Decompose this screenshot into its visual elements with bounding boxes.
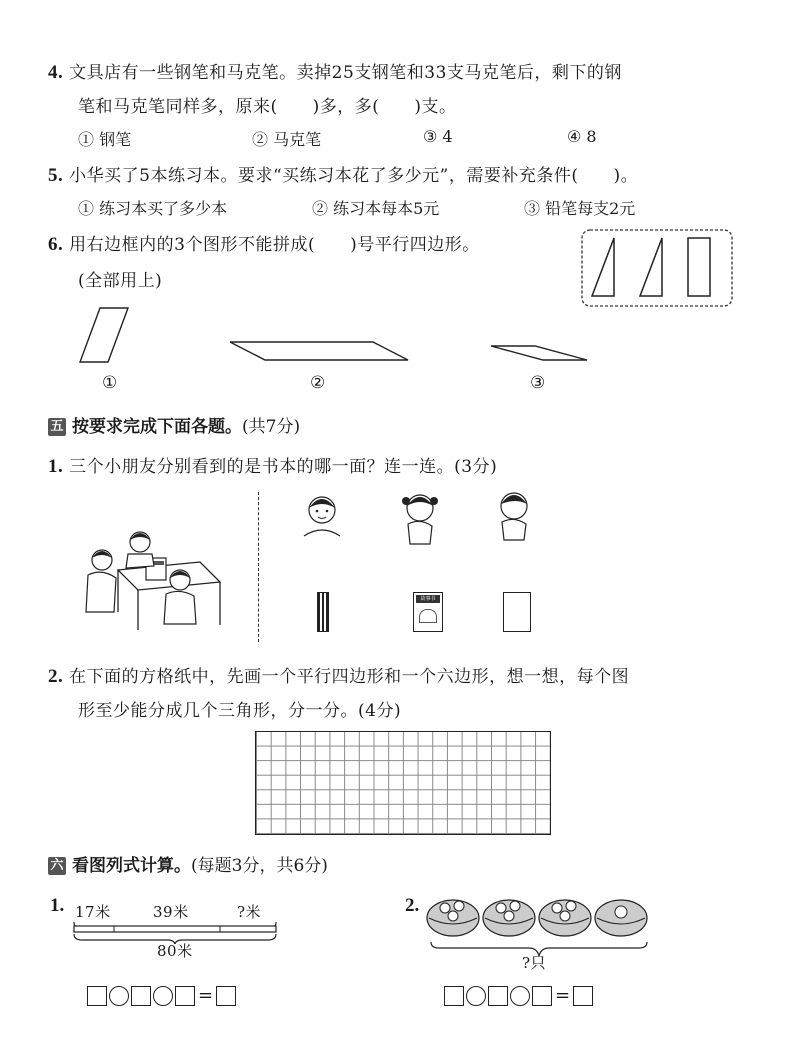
answer-box[interactable] xyxy=(488,986,508,1006)
q6-line2: (全部用上) xyxy=(78,271,163,291)
operator-circle[interactable] xyxy=(510,986,530,1006)
leaf-group-4 xyxy=(595,900,647,936)
shape-label-1: ① xyxy=(102,373,118,393)
triangle-shape-2 xyxy=(640,238,662,296)
parallelogram-3[interactable] xyxy=(491,346,587,360)
s5q2-line2: 形至少能分成几个三角形，分一分。(4分) xyxy=(78,701,402,721)
operator-circle[interactable] xyxy=(466,986,486,1006)
q6-number: 6. xyxy=(48,234,64,255)
q4-number: 4. xyxy=(48,62,64,83)
parallelogram-1[interactable] xyxy=(80,308,128,362)
s5q1-line1 xyxy=(48,452,497,478)
child-side-view[interactable] xyxy=(402,495,438,544)
answer-box[interactable] xyxy=(532,986,552,1006)
q5-option-3[interactable]: ③ 铅笔每支2元 xyxy=(524,199,636,218)
section6-title: 看图列式计算。 xyxy=(72,856,191,876)
book-cover-title: 故事书 xyxy=(416,595,440,603)
answer-box[interactable] xyxy=(131,986,151,1006)
s5q1-number: 1. xyxy=(48,456,64,477)
leaf-group-2 xyxy=(483,900,535,936)
q4-option-3[interactable]: ③ 4 xyxy=(423,127,453,146)
s6q1-answer-template xyxy=(86,985,237,1006)
q5-line1 xyxy=(48,161,638,187)
operator-circle[interactable] xyxy=(153,986,173,1006)
equals-sign: = xyxy=(555,985,571,1006)
q4-line2: 笔和马克笔同样多，原来( )多，多( )支。 xyxy=(78,97,457,117)
leaves-total-label: ?只 xyxy=(522,954,547,972)
shape-label-3: ③ xyxy=(530,373,546,393)
q4-option-1[interactable]: ① 钢笔 xyxy=(78,130,132,149)
section6-score: (每题3分，共6分) xyxy=(191,856,328,876)
seg-total-label: 80米 xyxy=(157,942,193,960)
section5-badge: 五 xyxy=(48,418,66,436)
answer-box[interactable] xyxy=(216,986,236,1006)
s6q2-number: 2. xyxy=(405,895,420,916)
seg-label-3: ?米 xyxy=(237,903,262,921)
q5-option-2[interactable]: ② 练习本每本5元 xyxy=(312,199,440,218)
shape-label-2: ② xyxy=(310,373,326,393)
leaf-group-3 xyxy=(539,900,591,936)
section5-title: 按要求完成下面各题。 xyxy=(72,417,242,437)
s6q1-number: 1. xyxy=(50,895,65,916)
book-cover-view[interactable] xyxy=(413,592,443,632)
q5-option-1[interactable]: ① 练习本买了多少本 xyxy=(78,199,228,218)
q4-option-4[interactable]: ④ 8 xyxy=(567,127,597,146)
equals-sign: = xyxy=(198,985,214,1006)
leaf-group-1 xyxy=(427,900,479,936)
s5q1-text1: 三个小朋友分别看到的是书本的哪一面？连一连。(3分) xyxy=(69,457,498,477)
child-profile-view[interactable] xyxy=(501,493,527,540)
q6-line1 xyxy=(48,230,480,256)
q6-shapes-frame xyxy=(580,228,736,310)
q6-parallelograms xyxy=(70,300,610,370)
triangle-shape-1 xyxy=(592,238,614,296)
s5q2-text1: 在下面的方格纸中，先画一个平行四边形和一个六边形，想一想，每个图 xyxy=(69,667,630,687)
section5-heading xyxy=(48,412,300,437)
children-table-illustration xyxy=(80,520,230,635)
book-back-view[interactable] xyxy=(503,592,531,632)
viewer-faces xyxy=(300,486,540,546)
section5-score: (共7分) xyxy=(242,417,301,437)
answer-box[interactable] xyxy=(175,986,195,1006)
section6-heading xyxy=(48,851,328,876)
operator-circle[interactable] xyxy=(109,986,129,1006)
answer-box[interactable] xyxy=(87,986,107,1006)
q5-text1: 小华买了5本练习本。要求“买练习本花了多少元”，需要补充条件( )。 xyxy=(69,166,639,186)
child-front-view[interactable] xyxy=(304,497,340,536)
dashed-divider xyxy=(258,492,259,642)
parallelogram-2[interactable] xyxy=(230,342,408,360)
leaves-insects-illustration xyxy=(425,888,657,958)
answer-box[interactable] xyxy=(573,986,593,1006)
q5-number: 5. xyxy=(48,165,64,186)
book-spine-view[interactable] xyxy=(317,592,329,632)
answer-box[interactable] xyxy=(444,986,464,1006)
q4-text1: 文具店有一些钢笔和马克笔。卖掉25支钢笔和33支马克笔后，剩下的钢 xyxy=(69,63,622,83)
q6-text1: 用右边框内的3个图形不能拼成( )号平行四边形。 xyxy=(69,235,480,255)
section6-badge: 六 xyxy=(48,857,66,875)
rectangle-shape xyxy=(688,238,710,296)
seg-label-1: 17米 xyxy=(75,903,111,921)
q4-option-2[interactable]: ② 马克笔 xyxy=(252,130,322,149)
s5q2-line1 xyxy=(48,662,629,688)
dot-grid-paper[interactable] xyxy=(255,731,551,835)
seg-label-2: 39米 xyxy=(153,903,189,921)
s6q2-answer-template xyxy=(443,985,594,1006)
s5q2-number: 2. xyxy=(48,666,64,687)
q4-line1 xyxy=(48,58,622,84)
book-cover-picture xyxy=(419,609,437,623)
